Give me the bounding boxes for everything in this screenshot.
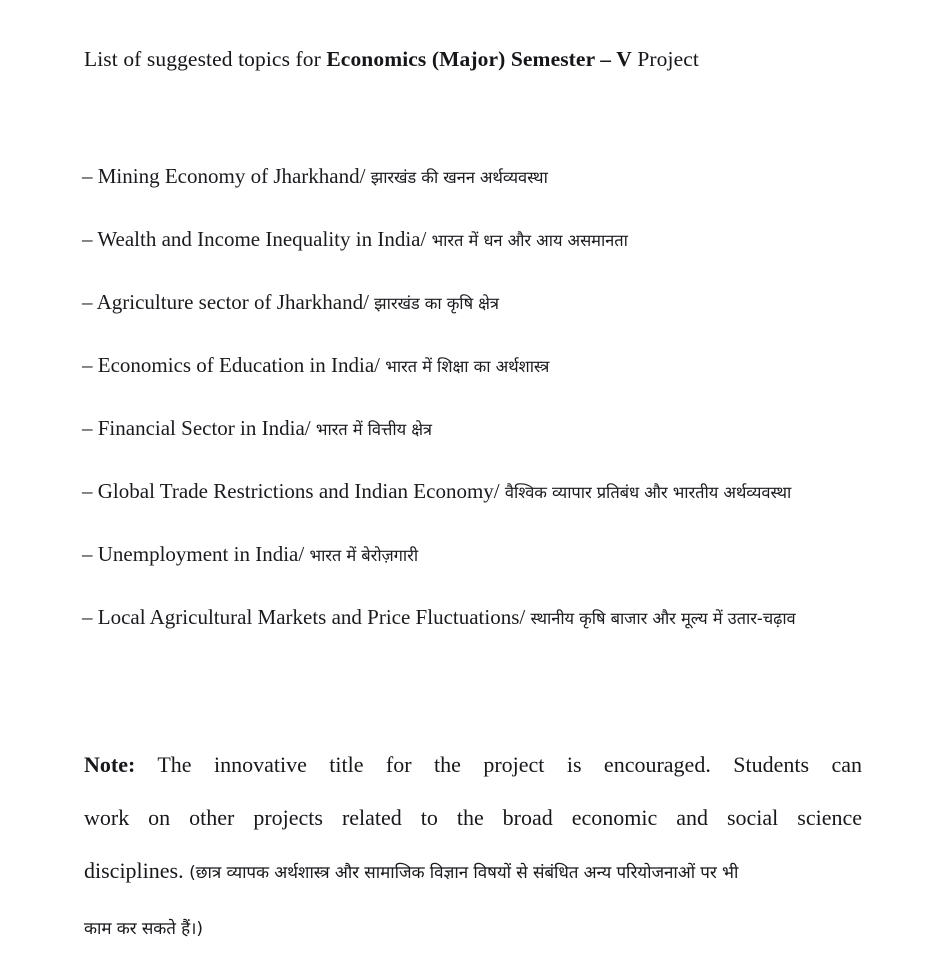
list-item-hindi: झारखंड की खनन अर्थव्यवस्था: [370, 168, 548, 187]
list-item-marker: –: [82, 290, 93, 314]
list-item-marker: –: [82, 542, 93, 566]
list-item-english: Agriculture sector of Jharkhand/: [96, 290, 369, 314]
list-item: [82, 225, 892, 288]
list-item-english: Local Agricultural Markets and Price Fluctuations/: [97, 605, 526, 629]
list-item-hindi: भारत में शिक्षा का अर्थशास्त्र: [385, 357, 550, 376]
list-item-hindi: भारत में धन और आय असमानता: [431, 231, 628, 250]
list-item: [82, 477, 892, 540]
list-item: [82, 414, 892, 477]
suggested-topics-list: [82, 162, 892, 666]
list-item-hindi: भारत में बेरोज़गारी: [309, 546, 419, 565]
list-item-english: Global Trade Restrictions and Indian Economy/: [97, 479, 500, 503]
note-line-1-text: The innovative title for the project is encouraged. Students can: [157, 752, 862, 777]
list-item-english: Economics of Education in India/: [97, 353, 381, 377]
note-line-4-hindi: काम कर सकते हैं।): [84, 919, 203, 939]
list-item: [82, 288, 892, 351]
note-line-1: [84, 738, 862, 791]
page-title-lead: List of suggested topics for: [84, 47, 327, 71]
note-line-3-text: disciplines.: [84, 858, 184, 883]
page-title-trail: Project: [631, 47, 699, 71]
page-title: [84, 44, 884, 74]
note-label: Note:: [84, 752, 136, 777]
page-title-emphasis: Economics (Major) Semester – V: [326, 47, 632, 71]
list-item-english: Unemployment in India/: [97, 542, 305, 566]
note-block: [84, 738, 862, 956]
list-item-marker: –: [82, 416, 93, 440]
list-item-marker: –: [82, 164, 93, 188]
list-item-hindi: झारखंड का कृषि क्षेत्र: [374, 294, 499, 313]
note-line-2: [84, 791, 862, 844]
list-item-hindi: भारत में वित्तीय क्षेत्र: [315, 420, 432, 439]
list-item: [82, 162, 892, 225]
note-line-4: [84, 900, 862, 956]
list-item-marker: –: [82, 227, 93, 251]
list-item-english: Financial Sector in India/: [97, 416, 311, 440]
note-line-3: [84, 844, 862, 900]
list-item-english: Wealth and Income Inequality in India/: [97, 227, 427, 251]
list-item-marker: –: [82, 605, 93, 629]
note-line-3-hindi: (छात्र व्यापक अर्थशास्त्र और सामाजिक विज्ञान विषयों से संबंधित अन्य परियोजनाओं पर भी: [189, 863, 739, 883]
list-item: [82, 540, 892, 603]
list-item-marker: –: [82, 479, 93, 503]
list-item: [82, 351, 892, 414]
list-item-marker: –: [82, 353, 93, 377]
note-line-2-text: work on other projects related to the broad economic and social science: [84, 805, 862, 830]
list-item-hindi: वैश्विक व्यापार प्रतिबंध और भारतीय अर्थव्यवस्था: [504, 483, 792, 502]
list-item-english: Mining Economy of Jharkhand/: [97, 164, 366, 188]
list-item-hindi: स्थानीय कृषि बाजार और मूल्य में उतार-चढ़ाव: [530, 609, 796, 628]
list-item: [82, 603, 892, 666]
